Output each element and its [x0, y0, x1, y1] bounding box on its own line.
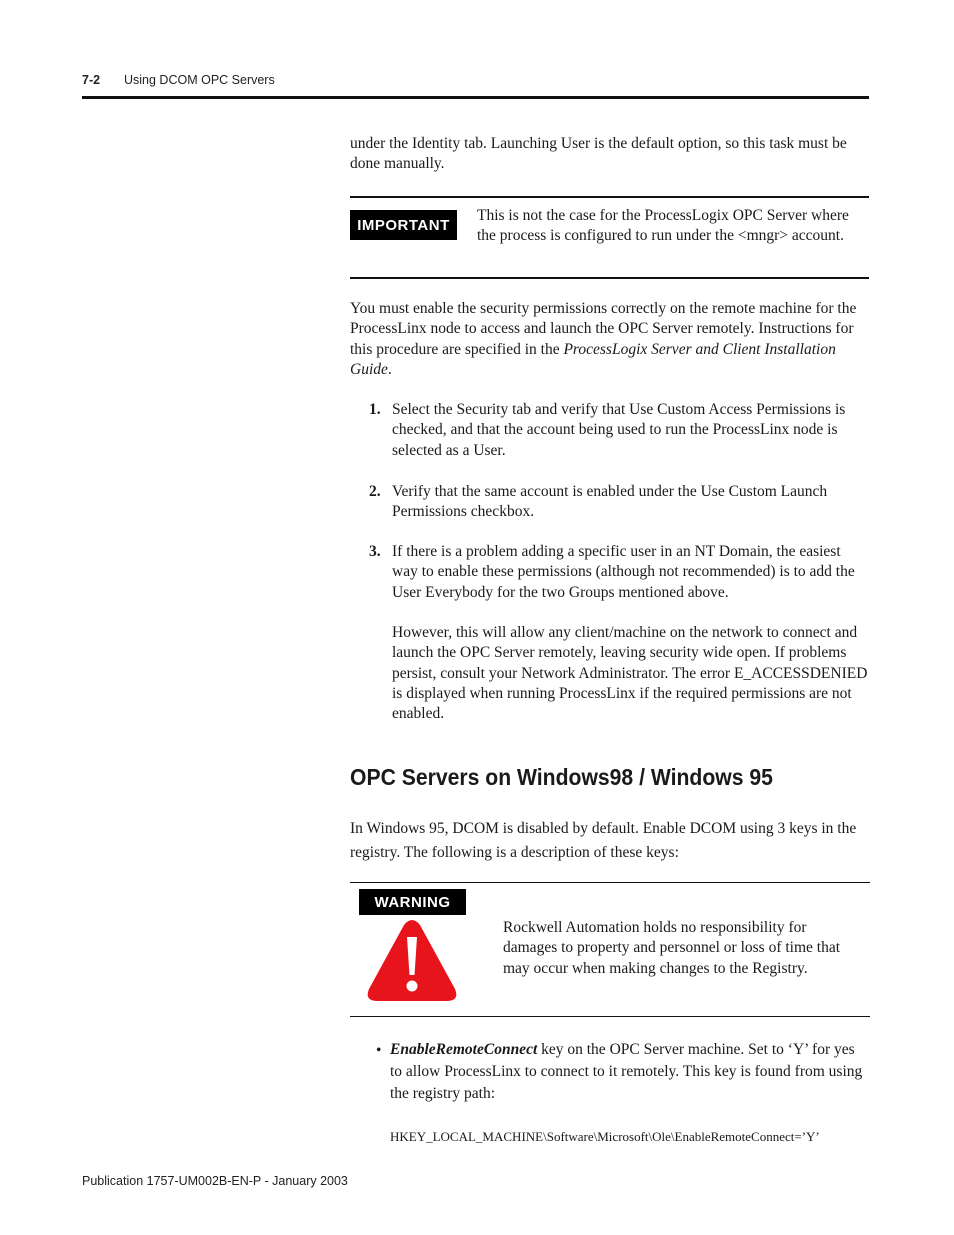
step-2-number: 2. [369, 483, 381, 500]
publication-footer: Publication 1757-UM002B-EN-P - January 2003 [82, 1174, 348, 1188]
registry-path: HKEY_LOCAL_MACHINE\Software\Microsoft\Ole\EnableRemoteConnect=’Y’ [390, 1129, 820, 1144]
security-paragraph [350, 299, 870, 380]
guide-title: ProcessLogix Server and Client Installation Guide [350, 340, 836, 378]
running-title: Using DCOM OPC Servers [124, 73, 275, 87]
warning-triangle-icon [366, 919, 458, 1003]
step-1-number: 1. [369, 401, 381, 418]
important-bottom-rule [350, 277, 869, 279]
warning-top-rule [350, 882, 870, 883]
important-top-rule [350, 196, 869, 198]
bullet-text: key on the OPC Server machine. Set to ‘Y’ for yes to allow ProcessLinx to connect to it remotely. This key is found from using the registry path: [390, 1041, 863, 1102]
step-1-text: Select the Security tab and verify that Use Custom Access Permissions is checked, and that the account being used to run the ProcessLinx node is selected as a User. [392, 401, 846, 459]
step-3-number: 3. [369, 543, 381, 560]
registry-key-name: EnableRemoteConnect [390, 1041, 538, 1058]
running-header [82, 73, 275, 87]
important-text: This is not the case for the ProcessLogix OPC Server where the process is configured to run under the <mngr> account. [477, 207, 849, 245]
bullet-symbol: • [376, 1042, 382, 1059]
step-3-followup: However, this will allow any client/machine on the network to connect and launch the OPC Server remotely, leaving security wide open. If problems persist, consult your Network Administrator. The error E_ACCESSDENIED is displayed when running ProcessLinx if the required permissions are not enabled. [392, 624, 868, 723]
warning-text: Rockwell Automation holds no responsibility for damages to property and personnel or loss of time that may occur when making changes to the Registry. [503, 919, 841, 977]
intro-paragraph: under the Identity tab. Launching User is the default option, so this task must be done manually. [350, 135, 847, 173]
warning-bottom-rule [350, 1016, 870, 1017]
header-rule [82, 96, 869, 99]
step-2-text: Verify that the same account is enabled under the Use Custom Launch Permissions checkbox. [392, 483, 828, 521]
bullet-item [390, 1039, 870, 1105]
warning-badge: WARNING [359, 889, 466, 915]
section-intro: In Windows 95, DCOM is disabled by default. Enable DCOM using 3 keys in the registry. The following is a description of these keys: [350, 820, 857, 861]
important-badge: IMPORTANT [350, 210, 457, 240]
step-3-text: If there is a problem adding a specific user in an NT Domain, the easiest way to enable these permissions (although not recommended) is to add the User Everybody for the two Groups mentioned above. [392, 543, 855, 601]
section-heading: OPC Servers on Windows98 / Windows 95 [350, 764, 773, 790]
security-text-end: . [387, 360, 392, 378]
page-number: 7-2 [82, 73, 101, 87]
security-text: You must enable the security permissions correctly on the remote machine for the ProcessLinx node to access and launch the OPC Server remotely. Instructions for this procedure are specified in the [350, 300, 857, 358]
